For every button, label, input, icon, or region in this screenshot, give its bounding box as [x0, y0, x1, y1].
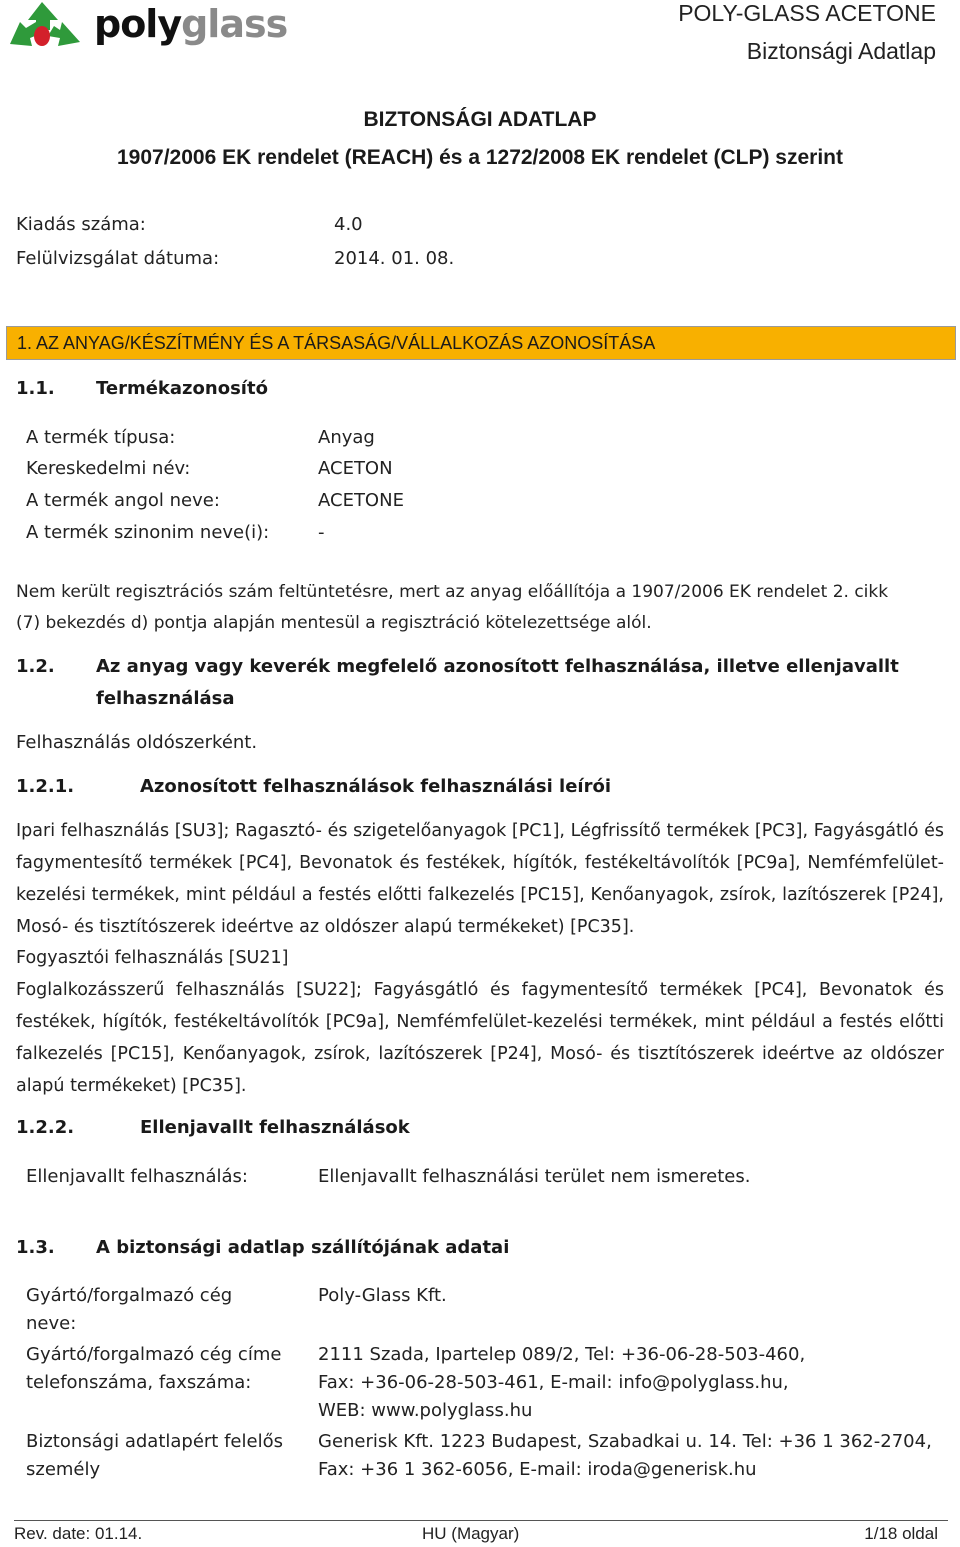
supplier-address-label-2: telefonszáma, faxszáma: [26, 1372, 252, 1393]
document-subtitle: 1907/2006 EK rendelet (REACH) és a 1272/2008 EK rendelet (CLP) szerint [117, 146, 843, 169]
supplier-address-value-2: Fax: +36-06-28-503-461, E-mail: info@polyglass.hu, [318, 1372, 789, 1393]
s11-title: Termékazonosító [96, 378, 268, 399]
supplier-name-label-2: neve: [26, 1313, 77, 1334]
uses-professional-paragraph: Foglalkozásszerű felhasználás [SU22]; Fagyásgátló és fagymentesítő termékek [PC4], Bevonatok és festékek, hígítók, festékeltávolítók [PC9a], Nemfémfelület-kezelési termékek, mint például a festés előtti falkezelés [PC15], Kenőanyagok, zsírok, lazítószerek [P24], Mosó- és tisztítószerek ideértve az oldószer alapú termékeket) [PC35]. [16, 980, 944, 1096]
responsible-value-2: Fax: +36 1 362-6056, E-mail: iroda@generisk.hu [318, 1459, 757, 1480]
review-label: Felülvizsgálat dátuma: [16, 248, 220, 269]
supplier-name-value: Poly-Glass Kft. [318, 1285, 447, 1306]
responsible-label-2: személy [26, 1459, 101, 1480]
header-doc-type: Biztonsági Adatlap [746, 38, 936, 64]
uses-industrial-paragraph: Ipari felhasználás [SU3]; Ragasztó- és szigetelőanyagok [PC1], Légfrissítő termékek [PC3], Fagyásgátló és fagymentesítő termékek [PC4], Bevonatok és festékek, hígítók, festékeltávolítók [PC9a], Nemfémfelület-kezelési termékek, mint például a festés előtti falkezelés [PC15], Kenőanyagok, zsírok, lazítószerek [P24], Mosó- és tisztítószerek ideértve az oldószer alapú termékeket) [PC35]. [16, 821, 944, 937]
supplier-web-value: WEB: www.polyglass.hu [318, 1400, 533, 1421]
s13-number: 1.3. [16, 1237, 55, 1258]
identifier-label: A termék típusa: [26, 427, 176, 448]
issue-label: Kiadás száma: [16, 214, 146, 235]
issue-value: 4.0 [334, 214, 363, 235]
section-1-title: 1. AZ ANYAG/KÉSZÍTMÉNY ÉS A TÁRSASÁG/VÁLLALKOZÁS AZONOSÍTÁSA [17, 333, 656, 353]
s11-number: 1.1. [16, 378, 55, 399]
s121-number: 1.2.1. [16, 776, 75, 797]
document-title: BIZTONSÁGI ADATLAP [363, 108, 597, 131]
section-1-header [6, 326, 956, 360]
recycle-icon [2, 0, 86, 50]
registration-note-line-2: (7) bekezdés d) pontja alapján mentesül a regisztráció kötelezettsége alól. [16, 613, 652, 633]
footer-language: HU (Magyar) [422, 1524, 520, 1543]
registration-note-line-1: Nem került regisztrációs szám feltüntetésre, mert az anyag előállítója a 1907/2006 EK rendelet 2. cikk [16, 582, 889, 602]
company-logo [2, 0, 302, 50]
identifier-value: ACETON [318, 458, 393, 479]
identifier-label: A termék angol neve: [26, 490, 220, 511]
identifier-label: Kereskedelmi név: [26, 458, 191, 479]
s122-title: Ellenjavallt felhasználások [140, 1117, 410, 1138]
supplier-name-label-1: Gyártó/forgalmazó cég [26, 1285, 233, 1306]
identifier-label: A termék szinonim neve(i): [26, 522, 270, 543]
review-value: 2014. 01. 08. [334, 248, 455, 269]
logo-wordmark: polyglass [94, 2, 288, 46]
footer-revision: Rev. date: 01.14. [14, 1524, 143, 1543]
identifier-value: Anyag [318, 427, 375, 448]
supplier-address-label-1: Gyártó/forgalmazó cég címe [26, 1344, 282, 1365]
footer-divider [14, 1520, 948, 1521]
identifier-value: - [318, 522, 325, 543]
responsible-value-1: Generisk Kft. 1223 Budapest, Szabadkai u. 14. Tel: +36 1 362-2704, [318, 1431, 932, 1452]
header-product-title: POLY-GLASS ACETONE [678, 0, 936, 26]
s12-title-line-1: Az anyag vagy keverék megfelelő azonosított felhasználása, illetve ellenjavallt [96, 656, 899, 677]
identifier-value: ACETONE [318, 490, 404, 511]
s122-number: 1.2.2. [16, 1117, 75, 1138]
responsible-label-1: Biztonsági adatlapért felelős [26, 1431, 283, 1452]
contraindication-value: Ellenjavallt felhasználási terület nem ismeretes. [318, 1166, 751, 1187]
s13-title: A biztonsági adatlap szállítójának adatai [96, 1237, 510, 1258]
s12-number: 1.2. [16, 656, 55, 677]
s12-text: Felhasználás oldószerként. [16, 732, 258, 753]
s121-title: Azonosított felhasználások felhasználási leírói [140, 776, 611, 797]
supplier-address-value-1: 2111 Szada, Ipartelep 089/2, Tel: +36-06-28-503-460, [318, 1344, 806, 1365]
s12-title-line-2: felhasználása [96, 688, 235, 709]
contraindication-label: Ellenjavallt felhasználás: [26, 1166, 248, 1187]
footer-page-number: 1/18 oldal [864, 1524, 938, 1543]
uses-consumer-paragraph: Fogyasztói felhasználás [SU21] [16, 948, 289, 968]
